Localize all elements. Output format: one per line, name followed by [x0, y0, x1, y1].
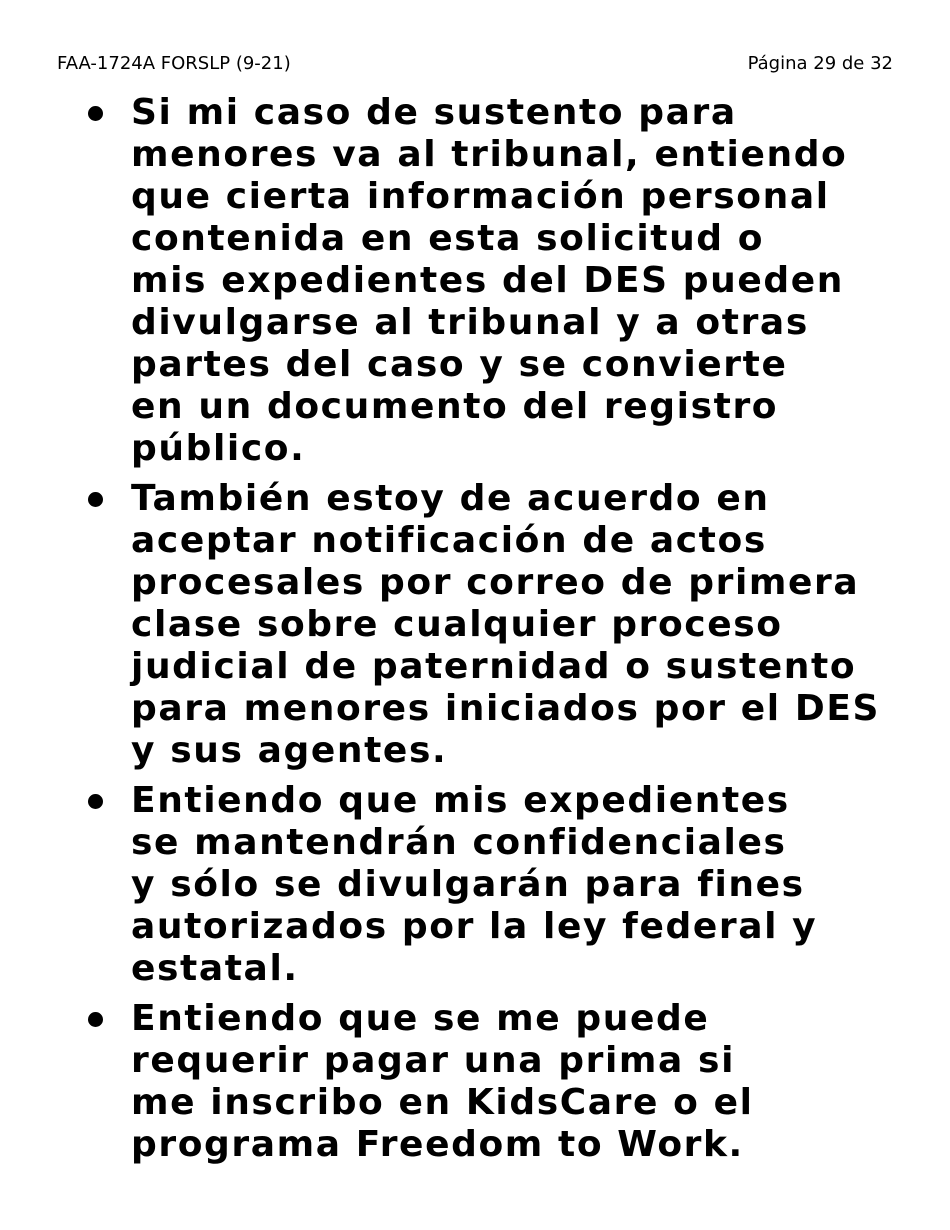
bullet-icon	[88, 794, 103, 809]
statement-list	[0, 92, 950, 1166]
list-item	[0, 92, 950, 470]
list-item	[0, 478, 950, 772]
statement-text: Si mi caso de sustento para menores va al tribunal, entiendo que cierta información personal contenida en esta solicitud o mis expedientes del DES pueden divulgarse al tribunal y a otras partes del caso y se convierte en un documento del registro público.	[131, 92, 848, 469]
bullet-icon	[88, 106, 103, 121]
page-header	[57, 52, 893, 76]
bullet-icon	[88, 1012, 103, 1027]
page-number: Página 29 de 32	[747, 53, 893, 74]
list-item	[0, 780, 950, 990]
statement-text: Entiendo que se me puede requerir pagar una prima si me inscribo en KidsCare o el programa Freedom to Work.	[131, 998, 754, 1165]
form-id: FAA-1724A FORSLP (9-21)	[57, 53, 291, 74]
statement-text: También estoy de acuerdo en aceptar notificación de actos procesales por correo de primera clase sobre cualquier proceso judicial de paternidad o sustento para menores iniciados por el DES y sus agentes.	[131, 478, 881, 771]
bullet-icon	[88, 492, 103, 507]
statement-text: Entiendo que mis expedientes se mantendrán confidenciales y sólo se divulgarán para fines autorizados por la ley federal y estatal.	[131, 780, 818, 989]
list-item	[0, 998, 950, 1166]
